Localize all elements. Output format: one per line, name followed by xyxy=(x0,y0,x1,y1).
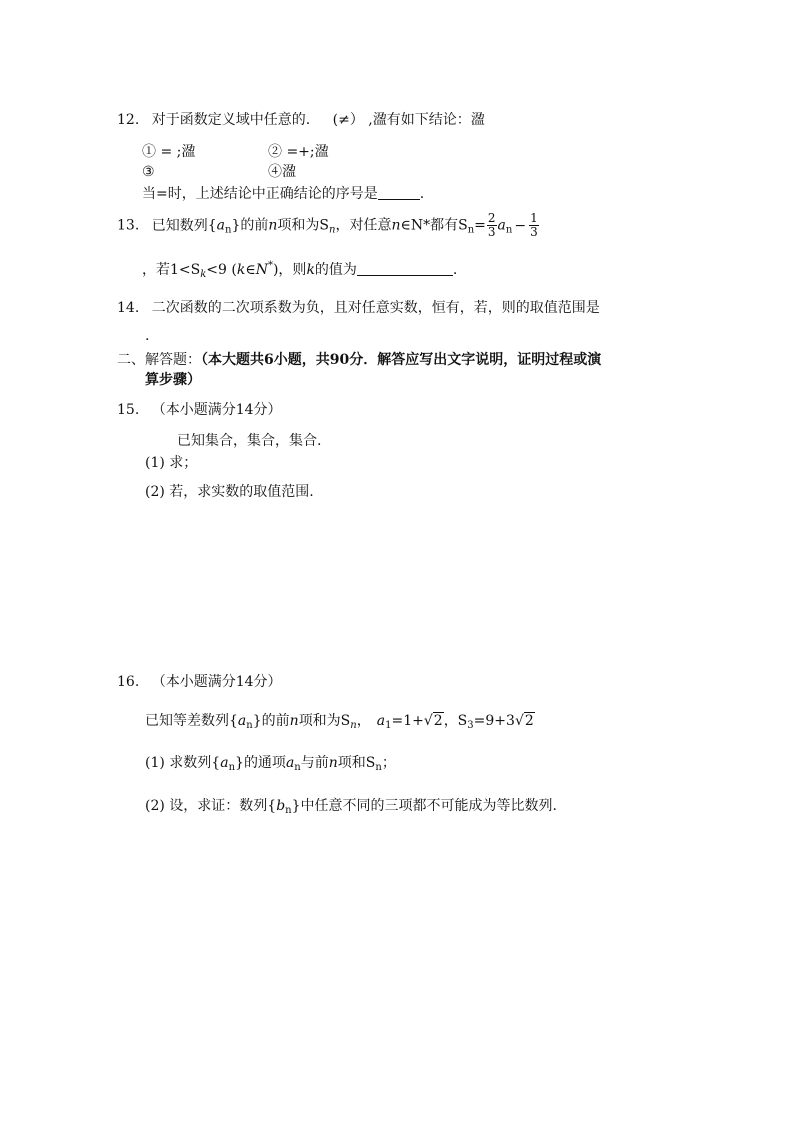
q13-n2: n xyxy=(391,217,401,234)
section2-bold1: （本大题共6小题，共90分．解答应写出文字说明，证明过程或演 xyxy=(201,352,602,368)
q16-p2-seq-close: } xyxy=(291,798,301,814)
q16-sqrt-2 xyxy=(433,711,444,731)
section2-line1 xyxy=(117,350,601,370)
q16-p1-S-sub: n xyxy=(375,762,382,773)
q16-header xyxy=(117,672,282,692)
q13-k3: k xyxy=(306,262,315,278)
q12-stem: 对于函数定义域中任意的. xyxy=(151,112,311,128)
q13-text4: ，对任意 xyxy=(335,217,392,234)
q13-n: n xyxy=(268,217,278,234)
q16-sqrt2-sign: √ xyxy=(514,713,524,729)
q12-number: 12. xyxy=(117,112,140,128)
q13-a2-sub: n xyxy=(505,224,513,236)
q12-line3-text: 当=时，上述结论中正确结论的序号是 xyxy=(142,186,378,202)
q13-S-sub: n xyxy=(329,224,336,236)
q13-end: . xyxy=(452,262,458,278)
q16-p1-an-sub: n xyxy=(294,762,301,773)
q15-part-1: (1) 求； xyxy=(145,455,198,471)
q13-eq: = xyxy=(474,217,486,234)
q13-frac2-num: 1 xyxy=(530,211,538,225)
q13-line2-d: 的值为 xyxy=(314,262,357,278)
q16-p1-b: 的通项 xyxy=(243,755,286,771)
q16-p1-seq-close: } xyxy=(235,755,244,771)
q13-frac-num: 2 xyxy=(487,211,496,225)
q13-frac2-den: 3 xyxy=(530,225,538,239)
q14-number: 14. xyxy=(117,300,140,316)
q12-paren: (≠） xyxy=(332,112,364,128)
q15-number: 15. xyxy=(117,402,140,418)
q16-sqrt-2b xyxy=(524,711,535,731)
q12-option-2: ② =+;溋 xyxy=(268,144,329,160)
q16-l1-e: =1+ xyxy=(391,713,424,729)
q16-l1-g: =9+3 xyxy=(473,713,515,729)
q13-answer-blank xyxy=(357,261,453,276)
q13-in-N: ∈N* xyxy=(400,217,431,234)
section2-label: 二、解答题： xyxy=(117,352,201,368)
q13-frac-2-3 xyxy=(487,212,497,239)
q16-p1-a-sub: n xyxy=(228,762,236,773)
q16-sqrt-2b-radicand: 2 xyxy=(524,713,534,729)
q13-star: * xyxy=(267,260,273,271)
q12-tail: ,溋有如下结论：溋 xyxy=(368,112,485,128)
q13-minus: − xyxy=(514,217,527,234)
q13-line2-b: <9 ( xyxy=(206,262,237,278)
q16-p1-d: 项和 xyxy=(337,755,366,771)
q16-p1-a: (1) 求数列 xyxy=(145,755,212,771)
q15-head: （本小题满分14分） xyxy=(151,402,282,418)
q16-p1-seq-open: { xyxy=(211,755,221,771)
q16-l1-f: ，S xyxy=(443,713,468,729)
q16-l1-c: 项和为S xyxy=(298,713,351,729)
q13-frac-1-3 xyxy=(529,212,539,239)
q13-text2: 的前 xyxy=(240,217,269,234)
q16-sqrt-sign: √ xyxy=(423,713,433,729)
q13-seq-open: { xyxy=(207,217,217,234)
q16-p2-b-sub: n xyxy=(285,805,292,816)
q16-seq-close: } xyxy=(252,713,262,729)
q16-S-sub: n xyxy=(350,720,357,731)
q15-given: 已知集合，集合，集合. xyxy=(177,433,322,449)
q13-frac-den: 3 xyxy=(487,225,496,239)
q16-p2-b: 中任意不同的三项都不可能成为等比数列. xyxy=(300,798,557,814)
q16-p1-a-var: a xyxy=(220,755,229,771)
q13-k-sub: k xyxy=(200,269,207,280)
q13-a2: a xyxy=(497,217,506,234)
q16-part-1 xyxy=(145,753,396,778)
q16-line1 xyxy=(145,711,535,736)
q12-option-3: ③ xyxy=(142,164,155,180)
q13-text5: 都有 xyxy=(430,217,459,234)
q16-l1-b: 的前 xyxy=(261,713,290,729)
q16-p2-a: (2) 设，求证：数列 xyxy=(145,798,268,814)
q13-a: a xyxy=(216,217,225,234)
q16-p2-seq-open: { xyxy=(267,798,277,814)
q16-p1-n: n xyxy=(328,755,338,771)
q13-text1: 已知数列 xyxy=(151,217,208,234)
q14-dot: . xyxy=(145,328,150,344)
q16-head: （本小题满分14分） xyxy=(151,674,282,690)
q12-option-1: ① = ;溋 xyxy=(142,144,196,160)
q13-k2: k xyxy=(236,262,246,278)
q13-line2-a: ，若1<S xyxy=(142,262,201,278)
q16-p1-c: 与前 xyxy=(300,755,329,771)
q13-S2-sub: n xyxy=(467,224,475,236)
q13-line2-c: )，则 xyxy=(272,262,307,278)
q12-line3 xyxy=(142,184,424,204)
q12-line1 xyxy=(117,110,485,130)
q16-n: n xyxy=(289,713,299,729)
q16-a: a xyxy=(237,713,247,729)
q16-number: 16. xyxy=(117,674,140,690)
q13-line1 xyxy=(117,212,540,244)
q13-line2 xyxy=(142,256,457,285)
q16-p1-e: ； xyxy=(381,755,396,771)
q16-sqrt-2-radicand: 2 xyxy=(433,713,443,729)
q16-a-sub: n xyxy=(246,720,253,731)
q16-seq-open: { xyxy=(229,713,238,729)
q12-option-4: ④溋 xyxy=(268,164,296,180)
q16-a1: a xyxy=(376,713,386,729)
q16-part-2 xyxy=(145,796,557,821)
q16-S3-sub: 3 xyxy=(467,720,474,731)
q13-inN: ∈N xyxy=(245,262,268,278)
q15-header xyxy=(117,400,282,420)
q16-p1-S: S xyxy=(365,755,376,771)
q16-p1-an: a xyxy=(285,755,295,771)
q13-S2: S xyxy=(458,217,468,234)
q13-seq-close: } xyxy=(231,217,241,234)
q16-l1-d: ， xyxy=(356,713,371,729)
q16-l1-a: 已知等差数列 xyxy=(145,713,229,729)
q13-number: 13. xyxy=(117,217,140,234)
q16-a1-sub: 1 xyxy=(385,720,392,731)
q12-answer-blank xyxy=(378,185,420,200)
q12-end: . xyxy=(419,186,425,202)
q13-S: S xyxy=(319,217,329,234)
q14-text: 二次函数的二次项系数为负，且对任意实数，恒有，若，则的取值范围是 xyxy=(151,300,600,316)
section2-line2: 算步骤） xyxy=(145,372,201,388)
q14-line1 xyxy=(117,298,600,318)
q15-part-2: (2) 若，求实数的取值范围. xyxy=(145,484,314,500)
q16-p2-b-var: b xyxy=(276,798,286,814)
q13-a-sub: n xyxy=(225,224,232,236)
q13-text3: 项和为 xyxy=(277,217,320,234)
